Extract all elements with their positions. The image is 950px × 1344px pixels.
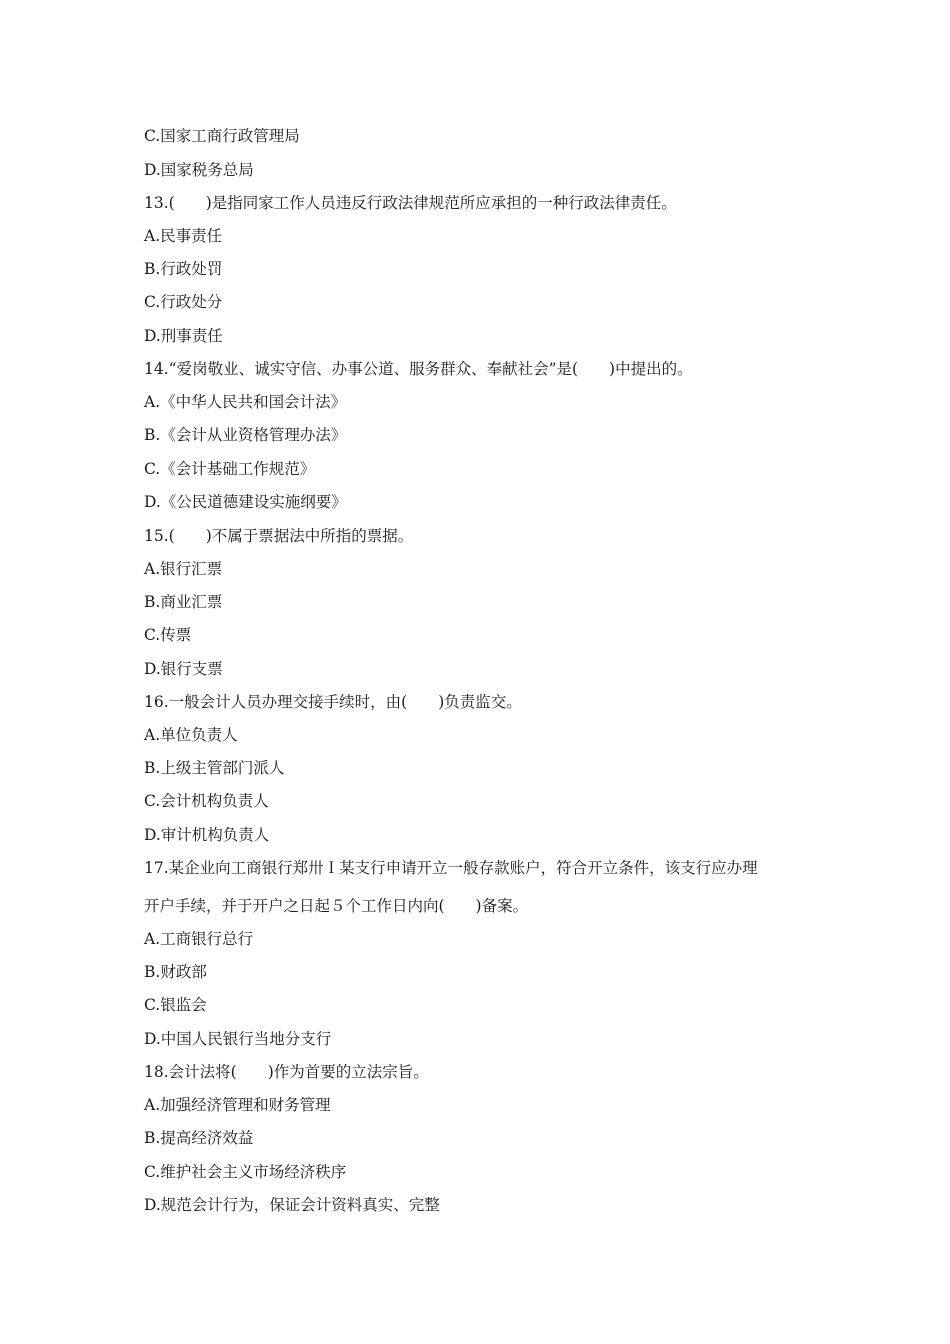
option-line: A.工商银行总行: [144, 930, 254, 948]
option-line: C.维护社会主义市场经济秩序: [144, 1163, 347, 1181]
option-line: B.上级主管部门派人: [144, 759, 285, 777]
option-line: B.商业汇票: [144, 593, 223, 611]
option-line: A.单位负责人: [144, 726, 238, 744]
option-line: B.《会计从业资格管理办法》: [144, 426, 347, 444]
question-line: 18.会计法将( )作为首要的立法宗旨。: [144, 1063, 429, 1081]
question-line: 14.“爱岗敬业、诚实守信、办事公道、服务群众、奉献社会”是( )中提出的。: [144, 360, 693, 378]
option-line: C.会计机构负责人: [144, 792, 269, 810]
option-line: C.国家工商行政管理局: [144, 127, 300, 145]
question-line-continued: 开户手续，并于开户之日起５个工作日内向( )备案。: [144, 897, 529, 915]
option-line: D.审计机构负责人: [144, 826, 270, 844]
option-line: B.行政处罚: [144, 260, 223, 278]
option-line: C.行政处分: [144, 293, 223, 311]
question-line: 13.( )是指同家工作人员违反行政法律规范所应承担的一种行政法律责任。: [144, 194, 677, 212]
question-line: 15.( )不属于票据法中所指的票据。: [144, 527, 414, 545]
option-line: D.刑事责任: [144, 327, 223, 345]
option-line: D.中国人民银行当地分支行: [144, 1030, 332, 1048]
option-line: D.规范会计行为，保证会计资料真实、完整: [144, 1196, 440, 1214]
option-line: D.银行支票: [144, 660, 223, 678]
option-line: C.《会计基础工作规范》: [144, 460, 316, 478]
question-line: 16.一般会计人员办理交接手续时，由( )负责监交。: [144, 693, 522, 711]
option-line: D.《公民道德建设实施纲要》: [144, 493, 347, 511]
option-line: D.国家税务总局: [144, 161, 254, 179]
option-line: C.银监会: [144, 996, 207, 1014]
option-line: B.财政部: [144, 963, 207, 981]
question-line: 17.某企业向工商银行郑卅Ｉ某支行申请开立一般存款账户，符合开立条件，该支行应办理: [144, 859, 758, 877]
option-line: A.《中华人民共和国会计法》: [144, 393, 347, 411]
option-line: B.提高经济效益: [144, 1129, 254, 1147]
option-line: C.传票: [144, 626, 192, 644]
option-line: A.加强经济管理和财务管理: [144, 1096, 331, 1114]
option-line: A.银行汇票: [144, 560, 223, 578]
option-line: A.民事责任: [144, 227, 223, 245]
